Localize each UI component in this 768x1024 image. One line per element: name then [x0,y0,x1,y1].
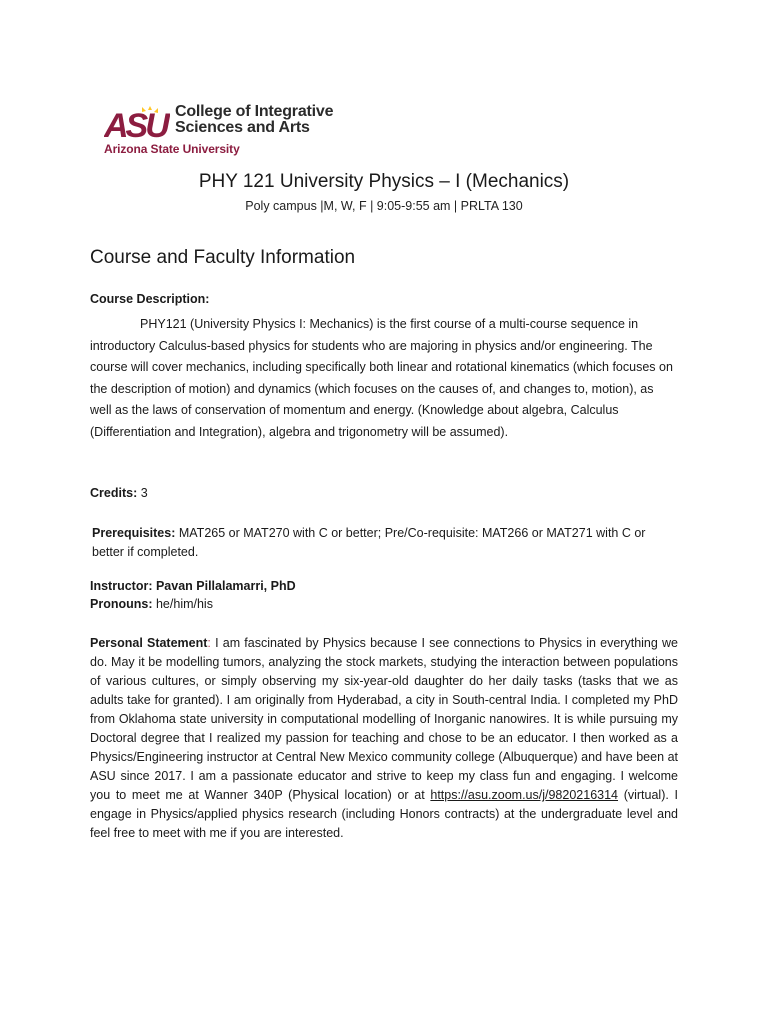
zoom-link[interactable]: https://asu.zoom.us/j/9820216314 [430,788,619,802]
personal-statement-label: Personal Statement [90,636,208,650]
pronouns-value: he/him/his [155,597,213,611]
credits-value: 3 [140,486,148,500]
personal-statement [90,634,678,843]
asu-logo-mark-icon [104,106,170,140]
college-name-line-2: Sciences and Arts [175,119,310,136]
course-description-label: Course Description: [90,292,210,306]
personal-statement-colon: : [207,636,211,650]
course-title: PHY 121 University Physics – I (Mechanics) [198,171,570,192]
prerequisites [90,524,680,562]
personal-statement-text-end: (virtual). I engage in Physics/applied physics research (including Honors contracts) at the undergraduate level and feel free to meet with me if you are interested. [90,788,678,840]
pronouns [90,597,678,611]
pronouns-label: Pronouns: [90,597,153,611]
credits-label: Credits: [90,486,138,500]
college-name-line-1: College of Integrative [175,103,334,120]
section-heading: Course and Faculty Information [90,247,356,268]
asu-logo [104,104,364,160]
university-name: Arizona State University [104,142,240,156]
course-description-text: PHY121 (University Physics I: Mechanics) is the first course of a multi-course sequence in introductory Calculus-based physics for students who are majoring in physics and/or engineering. The course will cover mechanics, including specifically both linear and rotational kinematics (which focuses on the description of motion) and dynamics (which focuses on the causes of, and changes to, motion), as well as the laws of conservation of momentum and energy. (Knowledge about algebra, Calculus (Differentiation and Integration), algebra and trigonometry will be assumed). [90,317,673,439]
course-meta: Poly campus |M, W, F | 9:05-9:55 am | PRLTA 130 [245,199,523,213]
credits [90,486,678,500]
college-name [175,104,333,136]
instructor-name: Instructor: Pavan Pillalamarri, PhD [90,579,296,593]
course-description [90,314,678,444]
personal-statement-text: I am fascinated by Physics because I see connections to Physics in everything we do. May it be modelling tumors, analyzing the stock markets, studying the interaction between populations of various cultures, or simply observing my six-year-old daughter do her daily tasks (tasks that we as adults take for granted). I am originally from Hyderabad, a city in South-central India. I completed my PhD from Oklahoma state university in computational modelling of Inorganic nanowires. It is while pursuing my Doctoral degree that I realized my passion for teaching and chose to be an educator. I then worked as a Physics/Engineering instructor at Central New Mexico community college (Albuquerque) and have been at ASU since 2017. I am a passionate educator and strive to keep my class fun and engaging. I welcome you to meet me at Wanner 340P (Physical location) or at [90,636,678,802]
prerequisites-value: MAT265 or MAT270 with C or better; Pre/Co-requisite: MAT266 or MAT271 with C or better if completed. [92,526,646,559]
prerequisites-label: Prerequisites: [92,526,176,540]
svg-text:ASU: ASU [104,107,167,140]
